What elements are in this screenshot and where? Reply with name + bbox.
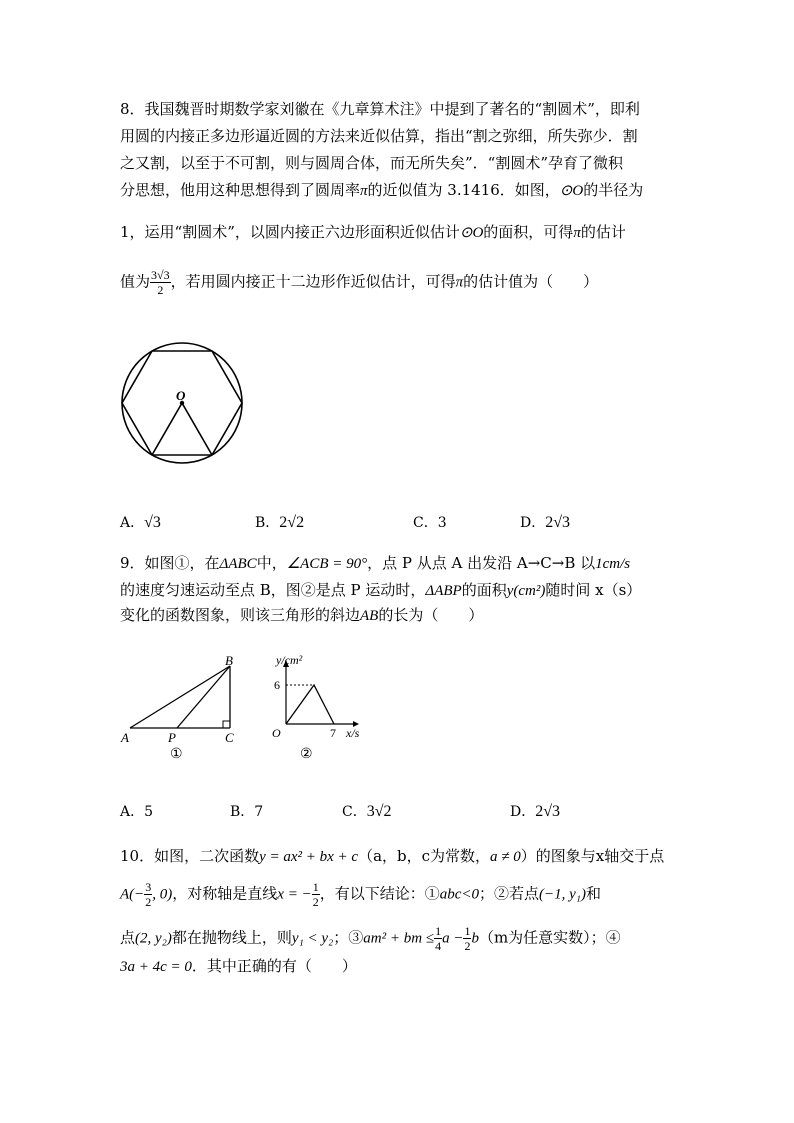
triangle-abp: ΔABP (425, 583, 462, 599)
option-value: 3√2 (366, 803, 392, 820)
point-a: A(− (120, 886, 145, 903)
q8-text: 的近似值为 3.1416．如图， (367, 181, 560, 199)
option-letter: D． (510, 804, 536, 820)
function-graph-figure (262, 648, 372, 765)
q10-line-4 (120, 956, 357, 977)
q8-option-a[interactable] (120, 512, 161, 532)
q9-line-1 (120, 553, 630, 574)
q10-text: （a，b，c为常数， (358, 847, 491, 865)
label-a: A (121, 730, 129, 745)
q9-text: 变化的函数图象，则该三角形的斜边 (120, 606, 361, 624)
q8-option-c[interactable] (413, 512, 447, 532)
q8-text: 分思想，他用这种思想得到了圆周率 (120, 181, 361, 199)
y-inequality: y₁ < y₂ (291, 930, 334, 947)
q8-line-2: 用圆的内接正多边形逼近圆的方法来近似估算，指出“割之弥细，所失弥少．割 (120, 127, 638, 145)
y-unit: y(cm²) (506, 583, 546, 599)
fraction: $\frac{1}{2}$ (464, 924, 471, 953)
q9-text: 9．如图①，在 (120, 554, 220, 572)
q8-option-b[interactable] (255, 512, 304, 532)
q8-line-1: 8．我国魏晋时期数学家刘徽在《九章算术注》中提到了著名的“割圆术”，即利 (120, 100, 640, 118)
x-axis-label: x/s (346, 726, 360, 740)
q9-text: 的长为（ ） (378, 606, 484, 624)
label-c: C (225, 730, 234, 745)
q8-text: 值为 (120, 272, 151, 291)
circle-o-symbol: ⊙O (459, 225, 484, 241)
triangle-figure (115, 650, 250, 765)
angle-acb: ∠ACB = 90° (286, 556, 368, 572)
fraction: $\frac{3√3}{2}$ (151, 268, 170, 297)
q10-text: 10．如图，二次函数 (120, 847, 260, 865)
point-a-end: , 0) (152, 886, 173, 903)
q8-text: ，若用圆内接正十二边形作近似估计，可得 (170, 272, 456, 291)
q10-text: ．其中正确的有（ ） (191, 957, 357, 975)
triangle-abc: ΔABC (219, 556, 257, 572)
point-1: (−1, y₁) (539, 886, 587, 903)
q8-line-5 (120, 222, 626, 243)
option-value: 5 (144, 804, 154, 820)
label-o: O (176, 388, 186, 403)
tick-label-7: 7 (330, 726, 336, 740)
option-value: 7 (254, 804, 264, 820)
q9-option-b[interactable] (230, 801, 263, 821)
q10-text: ；③ (333, 928, 364, 947)
q8-text: 的估计 (580, 223, 626, 241)
equation-4: 3a + 4c = 0 (120, 959, 192, 975)
option-letter: C． (342, 804, 367, 820)
option-letter: B． (255, 515, 280, 531)
caption-1: ① (170, 747, 183, 762)
center-triangle (152, 403, 212, 455)
speed: 1cm/s (595, 556, 631, 572)
q10-text: 点 (120, 928, 136, 947)
hexagon-circle-figure (115, 338, 255, 468)
q9-option-a[interactable] (120, 801, 153, 821)
q9-text: 中， (256, 554, 287, 572)
q8-line-6 (120, 268, 598, 297)
q8-line-3: 之又割，以至于不可割，则与圆周合体，而无所失矣”．“割圆术”孕育了微积 (120, 154, 624, 172)
inequality-3: b (471, 930, 479, 947)
q10-text: 和 (586, 884, 602, 903)
area-function-line (286, 685, 334, 724)
q9-line-3 (120, 605, 483, 626)
fraction: $\frac{1}{2}$ (312, 880, 319, 909)
option-letter: C． (413, 515, 438, 531)
q10-line-1 (120, 846, 664, 867)
option-letter: B． (230, 804, 255, 820)
q10-line-2 (120, 880, 601, 909)
q10-text: 都在抛物线上，则 (171, 928, 292, 947)
q8-line-4 (120, 180, 643, 201)
origin-label: O (272, 726, 281, 740)
q9-text: ，点 P 从点 A 出发沿 A→C→B 以 (367, 554, 596, 572)
option-value: 2√3 (545, 514, 571, 531)
q8-text: 的面积，可得 (483, 223, 574, 241)
circle-o-symbol: ⊙O (559, 183, 584, 199)
q10-text: ，有以下结论：① (319, 884, 440, 903)
option-letter: A． (120, 804, 145, 820)
q9-line-2 (120, 580, 641, 601)
q10-text: ，对称轴是直线 (172, 884, 278, 903)
option-letter: D． (520, 515, 546, 531)
q9-option-d[interactable] (510, 801, 560, 821)
label-b: B (225, 653, 233, 668)
point-2: (2, y₂) (135, 930, 172, 947)
q9-text: 随时间 x（s） (545, 581, 642, 599)
inequality-3: am² + bm ≤ (363, 930, 435, 947)
a-condition: a ≠ 0 (490, 849, 521, 865)
right-angle-mark (223, 721, 230, 728)
q10-text: ；②若点 (479, 884, 540, 903)
pi-symbol: π (455, 274, 464, 291)
abc-inequality: abc<0 (439, 886, 479, 903)
q8-option-d[interactable] (520, 512, 570, 532)
q10-text: ）的图象与x轴交于点 (520, 847, 665, 865)
inequality-3: a − (442, 930, 464, 947)
tick-label-6: 6 (274, 678, 280, 692)
y-axis-label: y/cm² (276, 653, 303, 667)
option-value: 2√2 (279, 514, 305, 531)
pi-symbol: π (573, 225, 581, 241)
q10-text: （m为任意实数）；④ (478, 928, 621, 947)
option-value: 3 (437, 515, 447, 531)
quadratic-function: y = ax² + bx + c (259, 849, 359, 865)
fraction: $\frac{1}{4}$ (435, 924, 442, 953)
option-letter: A． (120, 515, 145, 531)
option-value: 2√3 (535, 803, 561, 820)
q10-line-3 (120, 924, 621, 953)
q9-text: 的面积 (461, 581, 507, 599)
fraction: $\frac{3}{2}$ (145, 880, 152, 909)
pi-symbol: π (360, 183, 368, 199)
symmetry-axis: x = − (277, 886, 312, 903)
q9-text: 的速度匀速运动至点 B，图②是点 P 运动时， (120, 581, 426, 599)
caption-2: ② (300, 747, 313, 762)
label-p: P (168, 730, 176, 745)
q9-option-c[interactable] (342, 801, 392, 821)
option-value: √3 (144, 514, 161, 531)
q8-text: 的估计值为（ ） (463, 272, 599, 291)
q8-text: 的半径为 (583, 181, 644, 199)
q8-text: 1，运用“割圆术”，以圆内接正六边形面积近似估计 (120, 223, 460, 241)
segment-ab: AB (360, 608, 379, 624)
